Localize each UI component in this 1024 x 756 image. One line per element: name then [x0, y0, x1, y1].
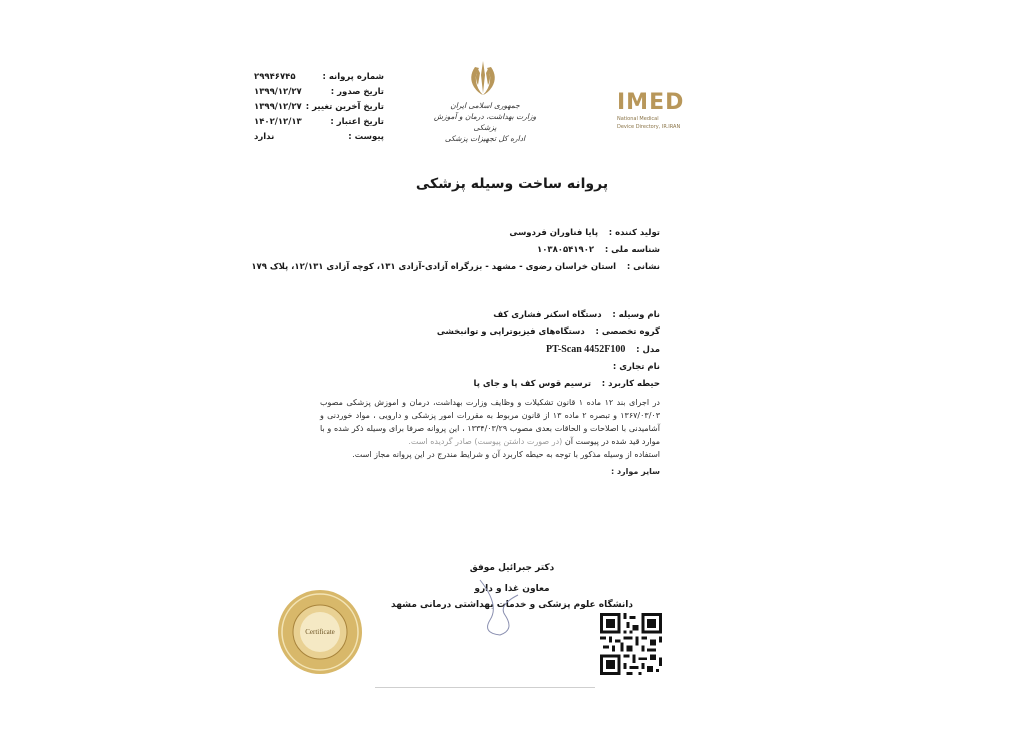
ministry-line: اداره کل تجهیزات پزشکی — [444, 134, 526, 143]
meta-row-issue-date — [254, 85, 384, 100]
license-meta — [254, 70, 384, 145]
national-id-row — [537, 245, 660, 255]
address: استان خراسان رضوی - مشهد - بزرگراه آزادی-آزادی ۱۳۱، کوچه آزادی ۱۲/۱۳۱، پلاک ۱۷۹ — [251, 262, 617, 272]
field-label: گروه تخصصی : — [595, 327, 660, 337]
meta-label: تاریخ آخرین تغییر : — [305, 102, 384, 112]
attachment-status: ندارد — [254, 132, 275, 142]
device-model: PT-Scan 4452F100 — [546, 344, 626, 355]
ministry-line: جمهوری اسلامی ایران — [450, 101, 520, 110]
validity-date: ۱۴۰۲/۱۲/۱۳ — [254, 117, 302, 127]
license-number: ۲۹۹۴۶۷۴۵ — [254, 72, 296, 82]
qr-code-icon — [600, 613, 662, 675]
handwritten-signature — [470, 575, 530, 640]
signatory-organization: دانشگاه علوم پزشکی و خدمات بهداشتی درمانی مشهد — [391, 600, 633, 610]
device-group: دستگاه‌های فیزیوتراپی و توانبخشی — [436, 327, 585, 337]
signatory-role: معاون غذا و دارو — [474, 584, 550, 594]
other-items-label: سایر موارد : — [610, 467, 660, 476]
field-label: حیطه کاربرد : — [601, 379, 660, 389]
footer-divider — [375, 687, 595, 688]
meta-label: تاریخ صدور : — [330, 87, 384, 97]
producer-name: پایا فناوران فردوسی — [509, 228, 599, 238]
device-name-row — [493, 310, 660, 320]
meta-row-last-change — [254, 100, 384, 115]
imed-subtitle: Device Directory, IR.IRAN — [617, 124, 681, 130]
scope-row — [474, 379, 661, 389]
document-title: پروانه ساخت وسیله پزشکی — [415, 176, 609, 192]
national-id: ۱۰۳۸۰۵۴۱۹۰۲ — [537, 245, 595, 255]
scope-of-use: ترسیم قوس کف پا و جای پا — [473, 379, 592, 389]
address-row — [251, 262, 660, 272]
issue-date: ۱۳۹۹/۱۲/۲۷ — [254, 87, 302, 97]
device-name: دستگاه اسکنر فشاری کف — [493, 310, 602, 320]
device-model-row — [546, 344, 660, 355]
signatory-name: دکتر جبرائیل موفق — [469, 563, 555, 573]
field-label: نشانی : — [626, 262, 660, 272]
imed-logo — [617, 92, 707, 130]
legal-text — [320, 396, 660, 478]
legal-paragraph: در اجرای بند ۱۲ ماده ۱ قانون تشکیلات و وظایف وزارت بهداشت، درمان و اموزش پزشکی مصوب ۱۳۶۷/۰۳/۰۳ و تبصره ۲ ماده ۱۳ از قانون مربوط به مقررات امور پزشکی و دارویی ، مواد خوردنی و آشامیدنی با اصلاحات و الحاقات بعدی مصوب ۱۳۳۴/۰۳/۲۹ ، این پروانه صرفا برای وسیله ذکر شده و با موارد قید شده در پیوست آن — [320, 398, 660, 446]
producer-row — [509, 228, 660, 238]
certificate-seal-icon — [277, 589, 363, 675]
trade-name-row — [605, 362, 660, 372]
device-group-row — [437, 327, 660, 337]
ministry-heading — [430, 100, 540, 144]
field-label: نام تجاری : — [612, 362, 660, 372]
field-label: تولید کننده : — [608, 228, 660, 238]
imed-logo-text: IMED — [617, 90, 685, 115]
imed-subtitle: National Medical — [617, 116, 659, 122]
iran-emblem-icon — [462, 57, 504, 99]
meta-row-number — [254, 70, 384, 85]
field-label: شناسه ملی : — [604, 245, 660, 255]
field-label: مدل : — [636, 345, 660, 355]
meta-row-validity — [254, 115, 384, 130]
meta-label: پیوست : — [348, 132, 384, 142]
meta-label: شماره پروانه : — [322, 72, 384, 82]
meta-row-attachment — [254, 130, 384, 145]
legal-usage-note: استفاده از وسیله مذکور با توجه به حیطه کاربرد آن و شرایط مندرج در این پروانه مجاز است. — [352, 450, 660, 459]
seal-center-text: Certificate — [305, 628, 335, 636]
field-label: نام وسیله : — [612, 310, 660, 320]
ministry-line: وزارت بهداشت، درمان و آموزش پزشکی — [433, 112, 537, 132]
legal-paragraph-faint: (در صورت داشتن پیوست) صادر گردیده است. — [408, 437, 563, 446]
last-change-date: ۱۳۹۹/۱۲/۲۷ — [254, 102, 302, 112]
meta-label: تاریخ اعتبار : — [330, 117, 384, 127]
